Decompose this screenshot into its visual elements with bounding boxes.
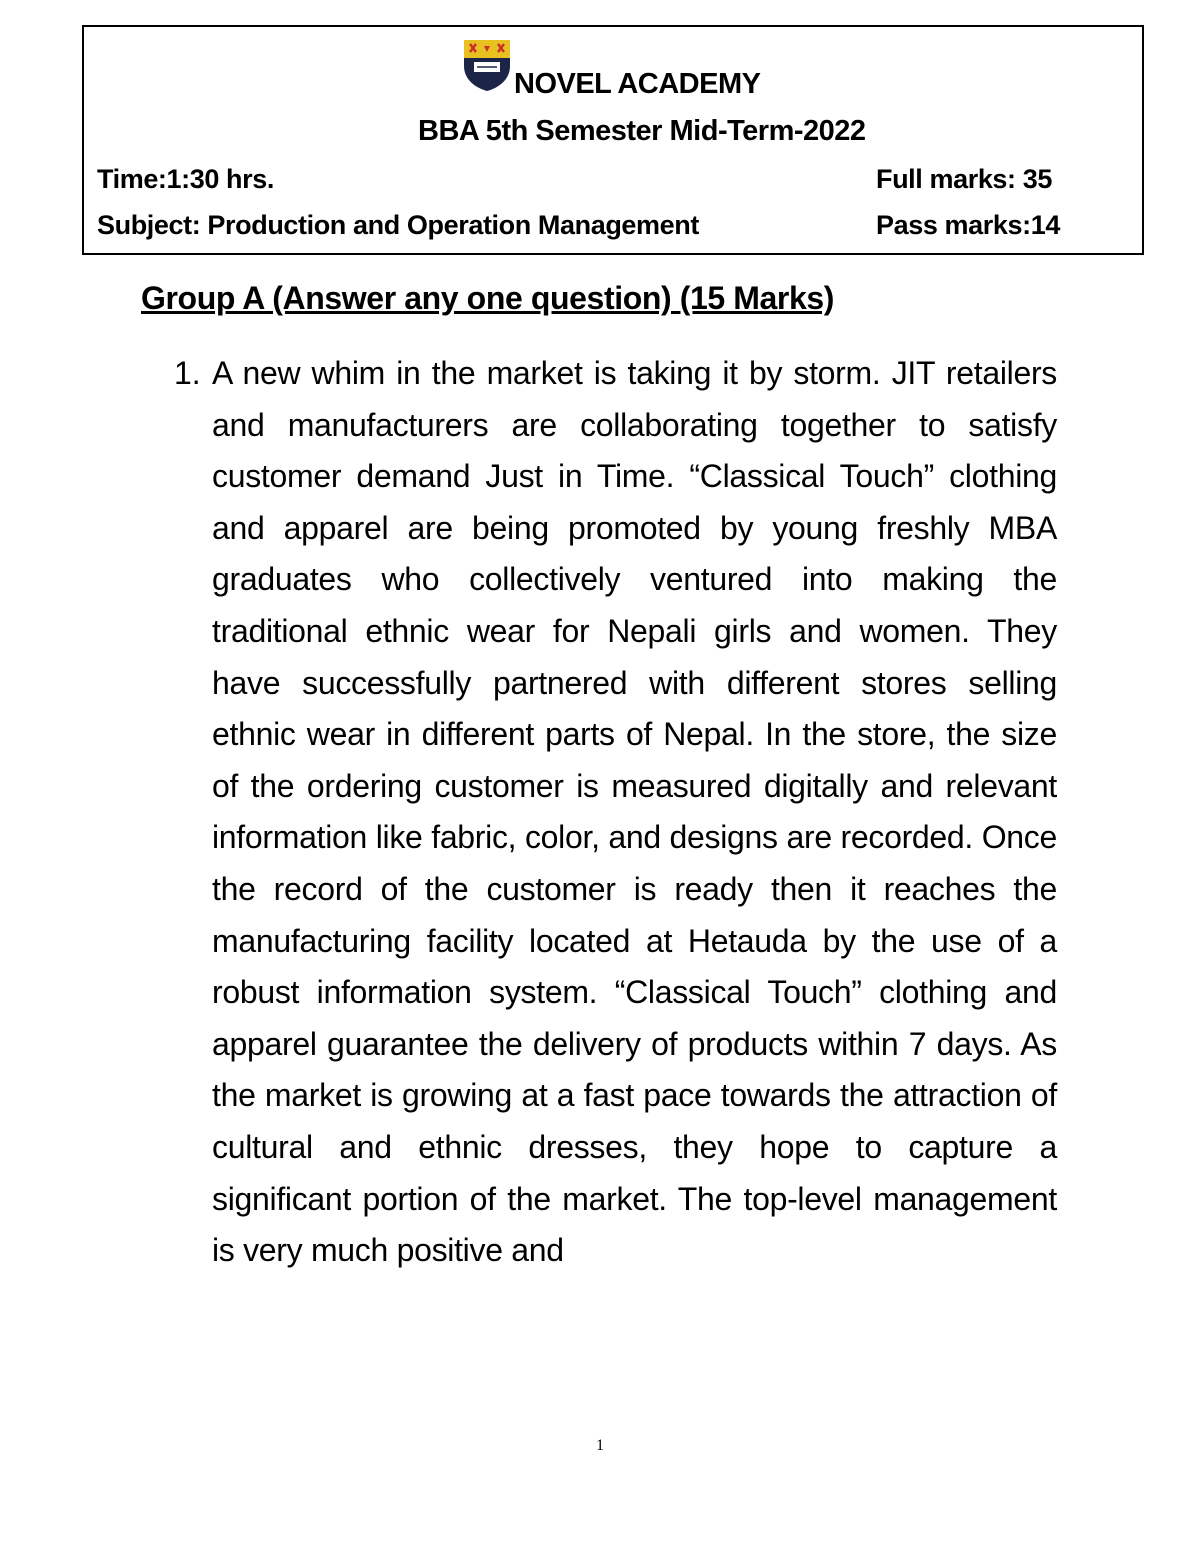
- full-marks: Full marks: 35: [876, 164, 1052, 194]
- page-number: 1: [596, 1437, 604, 1454]
- pass-marks: Pass marks:14: [876, 210, 1060, 240]
- exam-subject: Subject: Production and Operation Management: [97, 210, 699, 240]
- exam-title: BBA 5th Semester Mid-Term-2022: [418, 115, 866, 147]
- group-a-heading: Group A (Answer any one question) (15 Marks): [141, 280, 835, 316]
- institution-name: NOVEL ACADEMY: [514, 68, 761, 100]
- question-text: A new whim in the market is taking it by storm. JIT retailers and manufacturers are collaborating together to satisfy customer demand Just in Time. “Classical Touch” clothing and apparel are being promoted by young freshly MBA graduates who collectively ventured into making the traditional ethnic wear for Nepali girls and women. They have successfully partnered with different stores selling ethnic wear in different parts of Nepal. In the store, the size of the ordering customer is measured digitally and relevant information like fabric, color, and designs are recorded. Once the record of the customer is ready then it reaches the manufacturing facility located at Hetauda by the use of a robust information system. “Classical Touch” clothing and apparel guarantee the delivery of products within 7 days. As the market is growing at a fast pace towards the attraction of cultural and ethnic dresses, they hope to capture a significant portion of the market. The top-level management is very much positive and: [212, 355, 1057, 1269]
- shield-crest-icon: [462, 38, 512, 92]
- question-number: 1.: [174, 355, 201, 391]
- exam-time: Time:1:30 hrs.: [97, 164, 274, 194]
